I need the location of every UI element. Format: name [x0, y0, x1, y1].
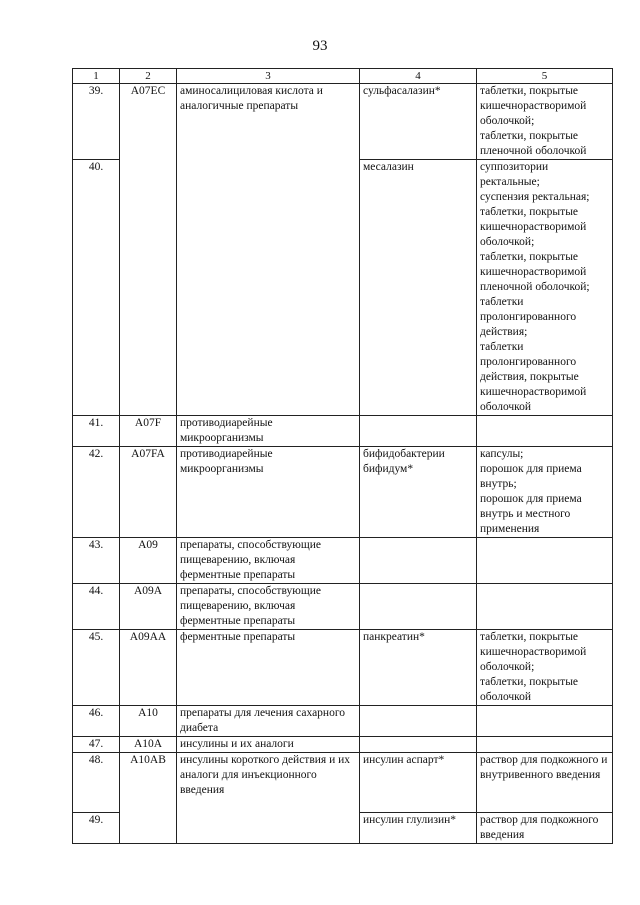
pharmacological-group: инсулины короткого действия и их аналоги для инъекционного введения — [177, 753, 360, 844]
atc-code: A10AB — [120, 753, 177, 844]
atc-code: A07F — [120, 416, 177, 447]
dosage-form: таблетки, покрытые оболочкой — [480, 676, 579, 703]
row-number: 39. — [73, 84, 120, 160]
table-row — [73, 630, 613, 706]
atc-code: A07FA — [120, 447, 177, 538]
dosage-form: суппозитории ректальные; — [480, 161, 549, 188]
header-cell: 5 — [477, 69, 613, 84]
pharmacological-group: препараты, способствующие пищеварению, включая ферментные препараты — [177, 538, 360, 584]
dosage-form: раствор для подкожного и внутривенного введения — [480, 754, 608, 781]
row-number: 44. — [73, 584, 120, 630]
drug-name — [360, 706, 477, 737]
header-cell: 4 — [360, 69, 477, 84]
drug-name — [360, 538, 477, 584]
table-row — [73, 737, 613, 753]
drug-name: инсулин аспарт* — [360, 753, 477, 813]
dosage-forms — [477, 753, 613, 813]
table-row — [73, 706, 613, 737]
atc-code: A10A — [120, 737, 177, 753]
row-number: 42. — [73, 447, 120, 538]
dosage-form: порошок для приема внутрь и местного применения — [480, 493, 582, 535]
dosage-form: таблетки пролонгированного действия, покрытые кишечнорастворимой оболочкой — [480, 341, 587, 413]
row-number: 46. — [73, 706, 120, 737]
dosage-form: таблетки, покрытые кишечнорастворимой оболочкой; — [480, 85, 587, 127]
dosage-form: суспензия ректальная; — [480, 191, 590, 203]
pharmacological-group: противодиарейные микроорганизмы — [177, 447, 360, 538]
dosage-form: порошок для приема внутрь; — [480, 463, 582, 490]
row-number: 47. — [73, 737, 120, 753]
header-cell: 1 — [73, 69, 120, 84]
pharmacological-group: аминосалициловая кислота и аналогичные препараты — [177, 84, 360, 416]
atc-code: A09AA — [120, 630, 177, 706]
row-number: 41. — [73, 416, 120, 447]
atc-code: A09A — [120, 584, 177, 630]
dosage-form: раствор для подкожного введения — [480, 814, 599, 841]
atc-code: A09 — [120, 538, 177, 584]
row-number: 45. — [73, 630, 120, 706]
dosage-form: таблетки, покрытые кишечнорастворимой оболочкой; — [480, 206, 587, 248]
dosage-forms — [477, 416, 613, 447]
dosage-form: таблетки, покрытые пленочной оболочкой — [480, 130, 587, 157]
drug-name: инсулин глулизин* — [360, 813, 477, 844]
header-cell: 2 — [120, 69, 177, 84]
dosage-forms — [477, 160, 613, 416]
dosage-form: капсулы; — [480, 448, 524, 460]
drug-name — [360, 584, 477, 630]
drug-name: месалазин — [360, 160, 477, 416]
dosage-form: таблетки, покрытые кишечнорастворимой пленочной оболочкой; — [480, 251, 590, 293]
row-number: 40. — [73, 160, 120, 416]
row-number: 48. — [73, 753, 120, 813]
table-row — [73, 84, 613, 160]
dosage-forms — [477, 813, 613, 844]
medication-table — [72, 68, 613, 844]
drug-name: сульфасалазин* — [360, 84, 477, 160]
dosage-form: таблетки, покрытые кишечнорастворимой оболочкой; — [480, 631, 587, 673]
dosage-forms — [477, 630, 613, 706]
dosage-forms — [477, 84, 613, 160]
drug-name — [360, 737, 477, 753]
drug-name: бифидобактерии бифидум* — [360, 447, 477, 538]
dosage-forms — [477, 584, 613, 630]
page-number: 93 — [312, 38, 328, 54]
pharmacological-group: противодиарейные микроорганизмы — [177, 416, 360, 447]
table-row — [73, 753, 613, 813]
table-row — [73, 447, 613, 538]
row-number: 43. — [73, 538, 120, 584]
dosage-forms — [477, 447, 613, 538]
row-number: 49. — [73, 813, 120, 844]
dosage-forms — [477, 538, 613, 584]
table-row — [73, 538, 613, 584]
atc-code: A07EC — [120, 84, 177, 416]
drug-name — [360, 416, 477, 447]
pharmacological-group: ферментные препараты — [177, 630, 360, 706]
table-row — [73, 584, 613, 630]
atc-code: A10 — [120, 706, 177, 737]
pharmacological-group: препараты, способствующие пищеварению, включая ферментные препараты — [177, 584, 360, 630]
table-header-row — [73, 69, 613, 84]
table-row — [73, 416, 613, 447]
drug-name: панкреатин* — [360, 630, 477, 706]
header-cell: 3 — [177, 69, 360, 84]
pharmacological-group: инсулины и их аналоги — [177, 737, 360, 753]
dosage-forms — [477, 737, 613, 753]
dosage-form: таблетки пролонгированного действия; — [480, 296, 577, 338]
dosage-forms — [477, 706, 613, 737]
pharmacological-group: препараты для лечения сахарного диабета — [177, 706, 360, 737]
